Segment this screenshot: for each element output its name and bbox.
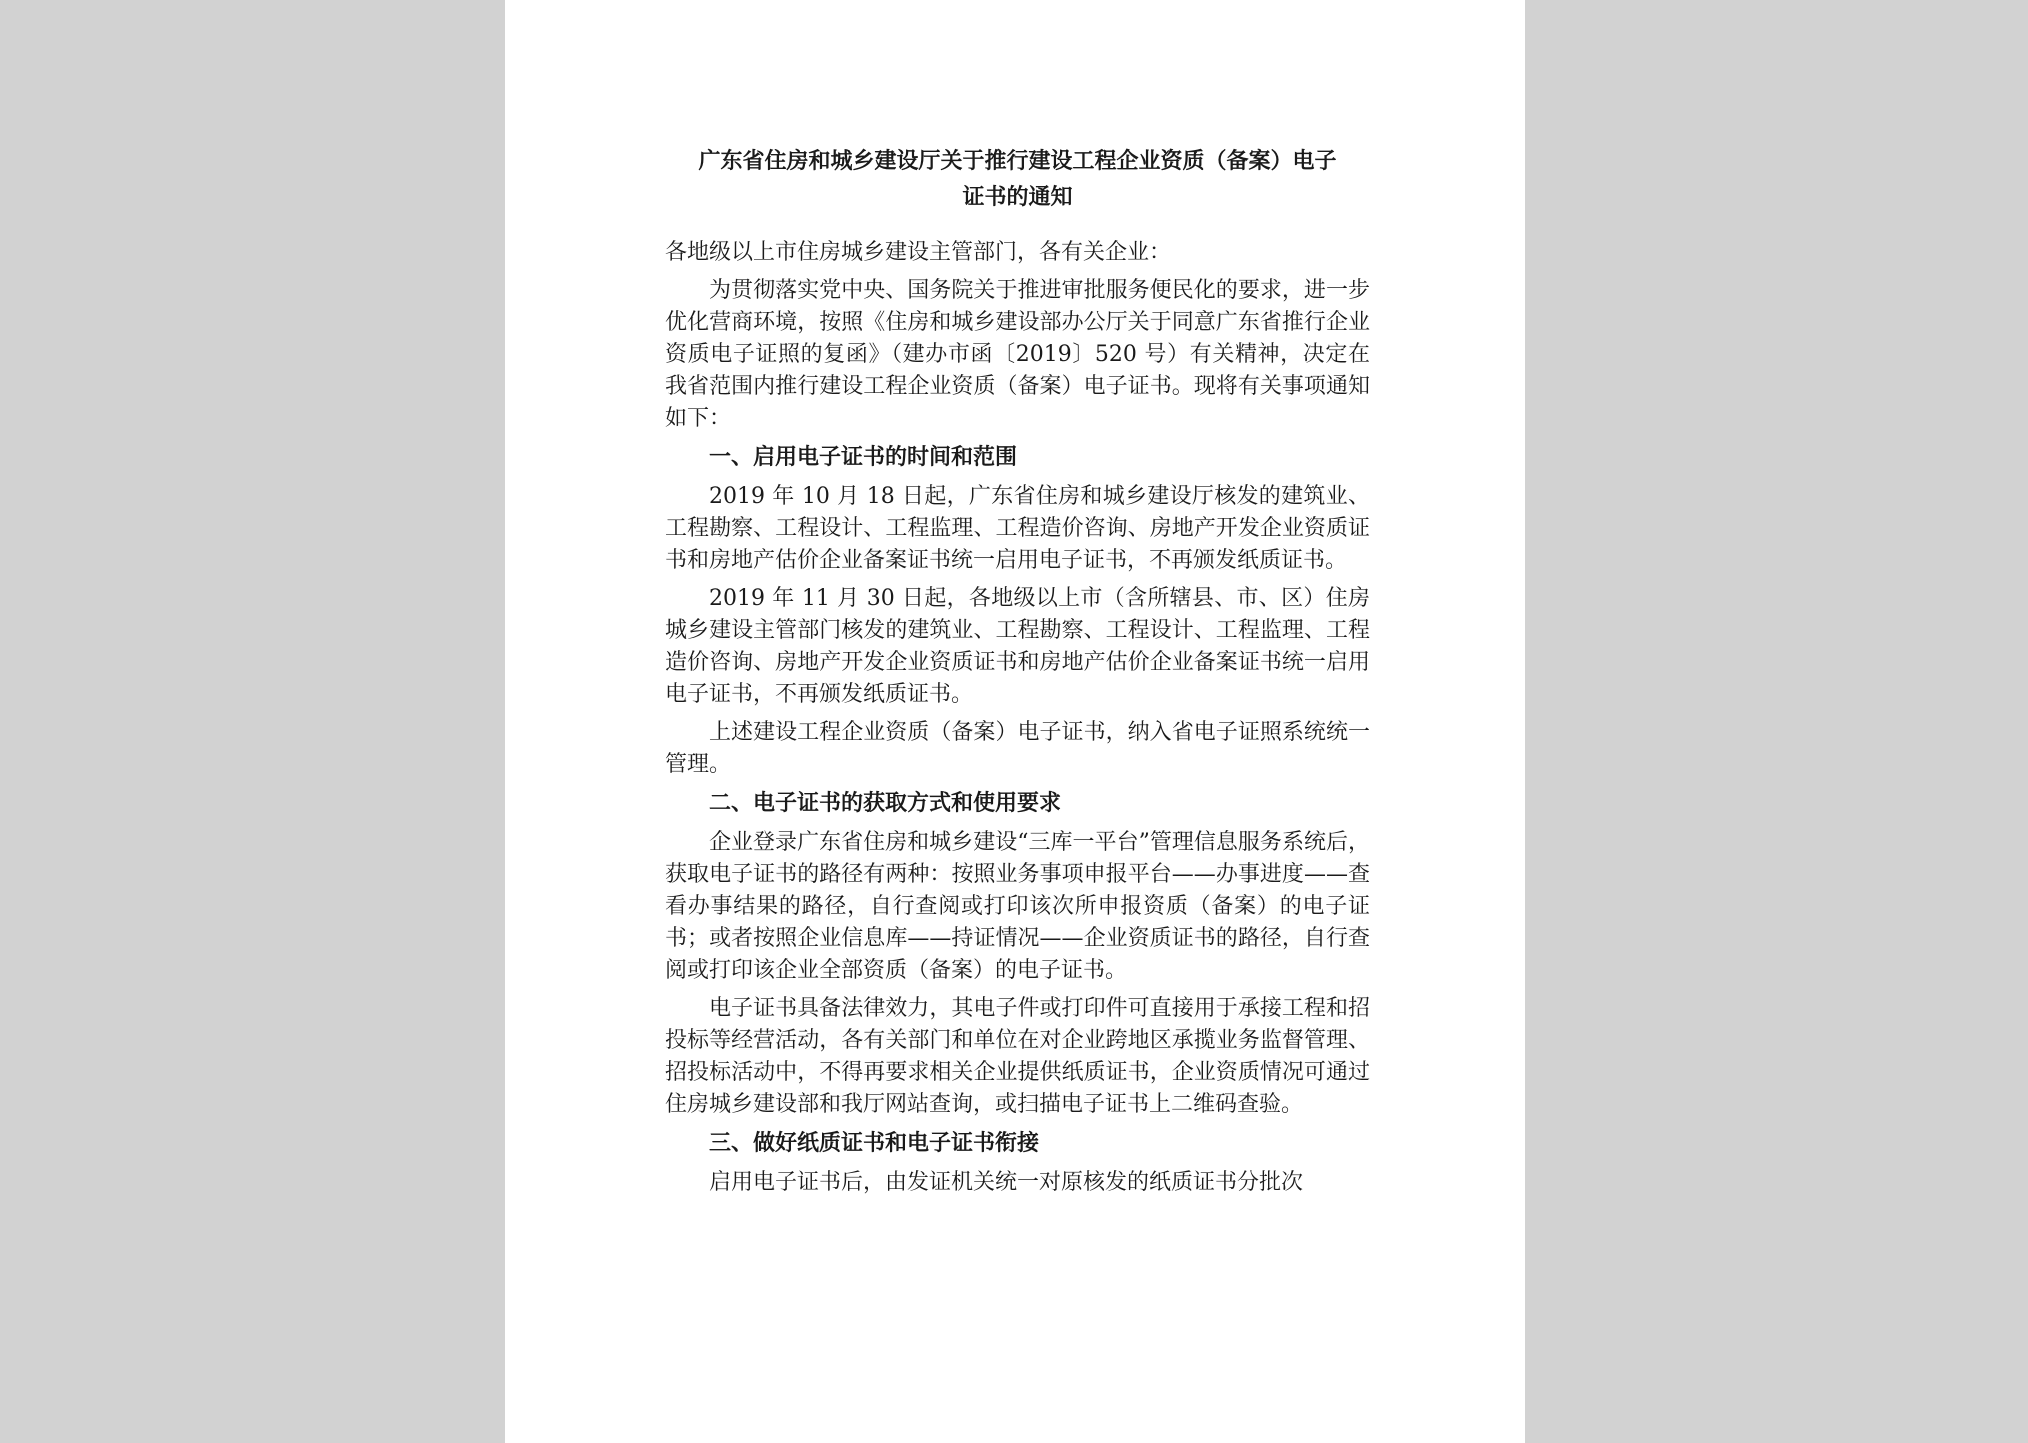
title-line-2: 证书的通知	[962, 184, 1073, 210]
title-line-1: 广东省住房和城乡建设厅关于推行建设工程企业资质（备案）电子	[698, 148, 1337, 174]
salutation: 各地级以上市住房城乡建设主管部门，各有关企业：	[665, 240, 1172, 265]
section-1-paragraph-1: 2019 年 10 月 18 日起，广东省住房和城乡建设厅核发的建筑业、工程勘察、工程设计、工程监理、工程造价咨询、房地产开发企业资质证书和房地产估价企业备案证书统一启用电子证书，不再颁发纸质证书。	[665, 484, 1370, 573]
section-1-heading: 一、启用电子证书的时间和范围	[709, 444, 1018, 470]
section-3-heading: 三、做好纸质证书和电子证书衔接	[709, 1130, 1040, 1156]
document-title	[665, 143, 1370, 215]
section-2-paragraph-1: 企业登录广东省住房和城乡建设“三库一平台”管理信息服务系统后，获取电子证书的路径有两种：按照业务事项申报平台——办事进度——查看办事结果的路径，自行查阅或打印该次所申报资质（备案）的电子证书；或者按照企业信息库——持证情况——企业资质证书的路径，自行查阅或打印该企业全部资质（备案）的电子证书。	[665, 830, 1370, 983]
section-1-paragraph-3: 上述建设工程企业资质（备案）电子证书，纳入省电子证照系统统一管理。	[665, 720, 1370, 777]
section-2-heading: 二、电子证书的获取方式和使用要求	[709, 790, 1062, 816]
intro-paragraph: 为贯彻落实党中央、国务院关于推进审批服务便民化的要求，进一步优化营商环境，按照《住房和城乡建设部办公厅关于同意广东省推行企业资质电子证照的复函》（建办市函〔2019〕520 号）有关精神，决定在我省范围内推行建设工程企业资质（备案）电子证书。现将有关事项通知如下：	[665, 278, 1370, 431]
document-page	[505, 0, 1525, 1443]
section-1-paragraph-2: 2019 年 11 月 30 日起，各地级以上市（含所辖县、市、区）住房城乡建设主管部门核发的建筑业、工程勘察、工程设计、工程监理、工程造价咨询、房地产开发企业资质证书和房地产估价企业备案证书统一启用电子证书，不再颁发纸质证书。	[665, 586, 1370, 707]
section-2-paragraph-2: 电子证书具备法律效力，其电子件或打印件可直接用于承接工程和招投标等经营活动，各有关部门和单位在对企业跨地区承揽业务监督管理、招投标活动中，不得再要求相关企业提供纸质证书，企业资质情况可通过住房城乡建设部和我厅网站查询，或扫描电子证书上二维码查验。	[665, 996, 1370, 1117]
document-content	[665, 143, 1370, 1205]
section-3-paragraph-1: 启用电子证书后，由发证机关统一对原核发的纸质证书分批次	[709, 1170, 1304, 1195]
